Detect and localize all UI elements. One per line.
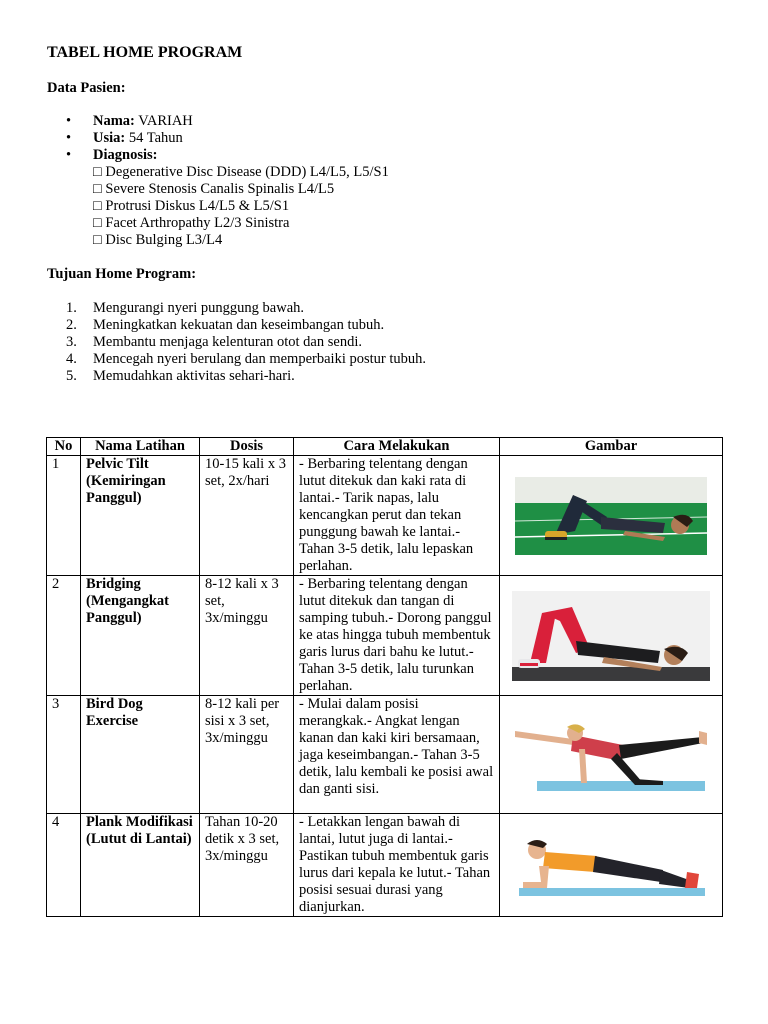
patient-diagnosis-label: Diagnosis: [93,147,158,163]
patient-age-value: 54 Tahun [125,130,183,146]
patient-name-label: Nama: [93,113,135,129]
plank-illustration [513,832,709,898]
patient-list [66,113,389,249]
pelvic-tilt-photo [515,477,707,555]
goal-text: Meningkatkan kekuatan dan keseimbangan tubuh. [93,317,385,333]
patient-age-label: Usia: [93,130,126,146]
cell-no: 2 [47,576,81,696]
goal-number: 5. [66,368,77,384]
goal-number: 3. [66,334,77,350]
checkbox-glyph-icon: □ [93,198,102,214]
patient-age-item [66,130,389,147]
cell-image [500,696,723,814]
diagnosis-text: Disc Bulging L3/L4 [101,232,223,248]
table-row [47,696,723,814]
cell-exercise-name: Pelvic Tilt (Kemiringan Panggul) [81,456,200,576]
cell-how: - Berbaring telentang dengan lutut ditekuk dan kaki rata di lantai.- Tarik napas, lalu kencangkan perut dan tekan punggung bawah ke lantai.- Tahan 3-5 detik, lalu lepaskan perlahan. [294,456,500,576]
cell-how: - Letakkan lengan bawah di lantai, lutut juga di lantai.- Pastikan tubuh membentuk garis lurus dari kepala ke lutut.- Tahan posisi sesuai durasi yang dianjurkan. [294,814,500,917]
bullet-icon: • [66,147,72,163]
diagnosis-item [66,215,389,232]
goal-number: 2. [66,317,77,333]
home-program-table [46,437,723,917]
table-header-row [47,438,723,456]
header-no: No [47,438,81,456]
patient-heading: Data Pasien: [47,80,126,96]
cell-exercise-name: Bridging (Mengangkat Panggul) [81,576,200,696]
checkbox-glyph-icon: □ [93,215,102,231]
goal-item [66,317,426,334]
cell-image [500,456,723,576]
diagnosis-text: Severe Stenosis Canalis Spinalis L4/L5 [101,181,335,197]
cell-exercise-name: Plank Modifikasi (Lutut di Lantai) [81,814,200,917]
goal-number: 4. [66,351,77,367]
goal-text: Membantu menjaga kelenturan otot dan sendi. [93,334,362,350]
goal-item [66,300,426,317]
checkbox-glyph-icon: □ [93,164,102,180]
diagnosis-item [66,181,389,198]
goal-text: Mencegah nyeri berulang dan memperbaiki postur tubuh. [93,351,426,367]
patient-diagnosis-item [66,147,389,164]
goal-item [66,368,426,385]
cell-image [500,576,723,696]
patient-name-value: VARIAH [134,113,193,129]
goal-text: Mengurangi nyeri punggung bawah. [93,300,305,316]
cell-dose: 8-12 kali x 3 set, 3x/minggu [200,576,294,696]
cell-image [500,814,723,917]
bridging-photo [512,591,710,681]
header-image: Gambar [500,438,723,456]
header-dose: Dosis [200,438,294,456]
goal-text: Memudahkan aktivitas sehari-hari. [93,368,295,384]
table-row [47,576,723,696]
bird-dog-illustration [513,713,709,797]
cell-no: 4 [47,814,81,917]
diagnosis-text: Facet Arthropathy L2/3 Sinistra [101,215,290,231]
table-row [47,456,723,576]
table-row [47,814,723,917]
cell-no: 3 [47,696,81,814]
cell-how: - Mulai dalam posisi merangkak.- Angkat lengan kanan dan kaki kiri bersamaan, jaga keseimbangan.- Tahan 3-5 detik, lalu kembali ke posisi awal dan ganti sisi. [294,696,500,814]
cell-dose: 8-12 kali per sisi x 3 set, 3x/minggu [200,696,294,814]
checkbox-glyph-icon: □ [93,181,102,197]
diagnosis-text: Degenerative Disc Disease (DDD) L4/L5, L5/S1 [101,164,389,180]
goal-item [66,334,426,351]
patient-name-item [66,113,389,130]
cell-exercise-name: Bird Dog Exercise [81,696,200,814]
goal-item [66,351,426,368]
diagnosis-item [66,164,389,181]
diagnosis-item [66,198,389,215]
checkbox-glyph-icon: □ [93,232,102,248]
cell-dose: 10-15 kali x 3 set, 2x/hari [200,456,294,576]
diagnosis-text: Protrusi Diskus L4/L5 & L5/S1 [101,198,290,214]
cell-dose: Tahan 10-20 detik x 3 set, 3x/minggu [200,814,294,917]
bullet-icon: • [66,113,72,129]
goal-number: 1. [66,300,77,316]
header-how: Cara Melakukan [294,438,500,456]
cell-no: 1 [47,456,81,576]
bullet-icon: • [66,130,72,146]
diagnosis-item [66,232,389,249]
goals-list [66,300,426,385]
doc-title: TABEL HOME PROGRAM [47,44,243,61]
goals-heading: Tujuan Home Program: [47,266,197,282]
cell-how: - Berbaring telentang dengan lutut ditekuk dan tangan di samping tubuh.- Dorong panggul ke atas hingga tubuh membentuk garis lurus dari bahu ke lutut.- Tahan 3-5 detik, lalu turunkan perlahan. [294,576,500,696]
header-name: Nama Latihan [81,438,200,456]
